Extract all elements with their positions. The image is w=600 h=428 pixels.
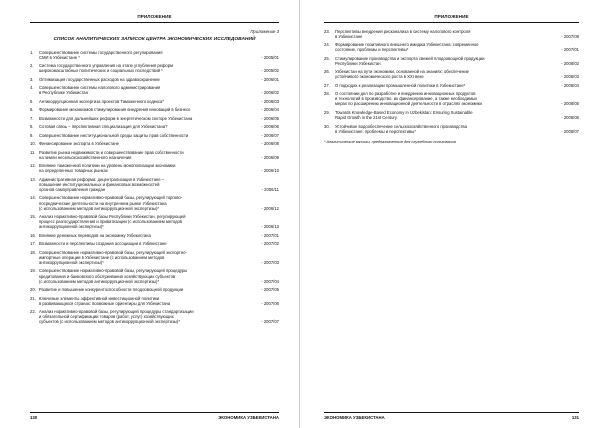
list-item <box>30 116 279 121</box>
left-running-header: ПРИЛОЖЕНИЕ <box>137 14 172 19</box>
item-title: Совершенствование нормативно-правовой базы, регулирующей процедуры кредитования и банковского обслуживания хозяйствующих субъектов (с использованием методов антикоррупционной экспертизы)* <box>39 268 188 284</box>
item-title: Влияние денежных переводов на экономику Узбекистана <box>39 232 151 238</box>
item-title: Финансирование экспорта в Узбекистане <box>39 141 119 147</box>
list-item <box>30 50 279 60</box>
list-item <box>324 91 579 106</box>
list-item <box>30 163 279 173</box>
left-header-rule <box>30 22 279 23</box>
item-code: - 2006/07 <box>261 132 279 138</box>
item-number: 5. <box>30 98 34 104</box>
right-header-rule <box>324 22 579 23</box>
item-title: Анализ нормативно-правовой базы Республики Узбекистан, регулирующей процесс разгосударствления и приватизации (с использованием методов антикоррупционной экспертизы)* <box>39 214 186 230</box>
item-title: Административная реформа: децентрализация в Узбекистане – повышение институциональных и финансовых возможностей органов самоуправления граждан <box>39 176 165 192</box>
item-title: Возможности и перспективы создания ассоциации в Узбекистане <box>39 241 167 247</box>
list-item <box>30 195 279 210</box>
item-title: Формирование позитивного внешнего имиджа Узбекистана: современное состояние, проблемы и перспективы* <box>335 42 479 53</box>
item-title: Совершенствование системы государственного регулирования СМИ в Узбекистане * <box>39 49 163 60</box>
left-footer <box>30 412 279 422</box>
list-item <box>30 287 279 292</box>
item-title: Совершенствование институциональной среды защиты прав собственности <box>39 132 189 138</box>
list-item <box>30 250 279 265</box>
item-code: - 2006/10 <box>261 168 279 174</box>
item-title: Формирование механизмов стимулирования внедрения инноваций в бизнесе <box>39 107 191 113</box>
item-code: - 2006/04 <box>261 107 279 113</box>
left-page-number: 130 <box>30 415 38 420</box>
item-code: - 2006/13 <box>261 224 279 230</box>
item-code: - 2007/06 <box>261 300 279 306</box>
list-item <box>324 29 579 39</box>
left-footer-rule <box>30 412 279 413</box>
list-title: СПИСОК АНАЛИТИЧЕСКИХ ЗАПИСОК ЦЕНТРА ЭКОНОМИЧЕСКИХ ИССЛЕДОВАНИЙ <box>53 36 256 42</box>
item-title: Совершенствование нормативно-правовой базы, регулирующей торгово- посреднические деятельности на внутреннем рынке Узбекистана (с использованием методов антикоррупционной экспертизы)* <box>39 195 183 211</box>
list-item <box>324 110 579 120</box>
right-page <box>300 0 600 428</box>
item-code: - 2006/11 <box>261 186 279 192</box>
item-code: - 2008/04 <box>561 82 579 88</box>
item-code: - 2008/06 <box>561 115 579 121</box>
item-title: Towards Knowledge-Based Economy in Uzbekistan: Ensuring Sustainable Rapid Growth in the 21st Century <box>335 109 473 121</box>
list-item <box>30 233 279 238</box>
list-item <box>30 268 279 283</box>
item-number: 22. <box>30 309 36 315</box>
right-journal-name: ЭКОНОМИКА УЗБЕКИСТАНА <box>324 415 385 420</box>
item-code: - 2007/01 <box>261 232 279 238</box>
item-number: 10. <box>30 141 36 147</box>
item-number: 26. <box>324 69 330 75</box>
item-number: 1. <box>30 49 34 55</box>
item-title: Анализ нормативно-правовой базы, регулирующей процедуры стандартизации и обязательной сертификации товаров (работ, услуг) хозяйствующих субъектов (с использованием методов антикоррупционной экспертизы)* <box>39 309 194 325</box>
item-title: Ключевые элементы эффективной инвестиционной политики в развивающихся странах: возможные ориентиры для Узбекистана <box>39 295 171 306</box>
left-journal-name: ЭКОНОМИКА УЗБЕКИСТАНА <box>218 415 279 420</box>
item-code: - 2006/01 <box>261 76 279 82</box>
item-number: 8. <box>30 124 34 130</box>
list-item <box>30 99 279 104</box>
item-title: Оптимизация государственных расходов на здравоохранение <box>39 76 160 82</box>
item-title: Антикоррупционная экспертиза проектов Таможенного кодекса* <box>39 98 165 104</box>
item-code: - 2007/04 <box>261 278 279 284</box>
item-title: Система государственного управления на этапе углубления реформ широкомасштабных политических и социальных последствий * <box>39 63 173 74</box>
right-running-header: ПРИЛОЖЕНИЕ <box>434 14 469 19</box>
list-item <box>30 107 279 112</box>
item-code: - 2006/05 <box>261 115 279 121</box>
item-number: 7. <box>30 115 34 121</box>
item-title: Развитие рынка недвижимости и совершенствование прав собственности на земли несельскохозяйственного назначения <box>39 149 184 160</box>
item-number: 29. <box>324 109 330 115</box>
item-number: 4. <box>30 85 34 91</box>
item-title: Совершенствование системы налогового администрирования в Республике Узбекистан <box>39 85 161 96</box>
item-number: 9. <box>30 132 34 138</box>
right-footer-rule <box>324 412 579 413</box>
item-code: - 2007/01 <box>561 47 579 53</box>
item-number: 30. <box>324 123 330 129</box>
item-title: О подходах к реализации промышленной политики в Узбекистане* <box>335 82 466 88</box>
item-number: 28. <box>324 91 330 97</box>
item-number: 11. <box>30 149 36 155</box>
item-code: - 2006/03 <box>261 98 279 104</box>
right-footer <box>324 412 579 422</box>
item-code: - 2006/02 <box>261 90 279 96</box>
item-number: 6. <box>30 107 34 113</box>
item-number: 19. <box>30 268 36 274</box>
item-code: - 2008/07 <box>561 128 579 134</box>
list-item <box>30 133 279 138</box>
item-code: - 2006/09 <box>261 154 279 160</box>
footnote: * Аналитические записки, предназначенные для служебного пользования <box>324 139 456 144</box>
list-item <box>30 241 279 246</box>
right-page-number: 131 <box>571 415 579 420</box>
list-item <box>30 124 279 129</box>
item-title: Стимулирование производства и экспорта свежей плодоовощной продукции Республики Узбекистан <box>335 55 485 66</box>
item-code: - 2007/05 <box>261 287 279 293</box>
item-title: Сотовая связь – перспективная специализация для Узбекистана? <box>39 124 168 130</box>
item-title: Возможности для дальнейших реформ в энергетическом секторе Узбекистана <box>39 115 193 121</box>
left-item-list <box>30 50 279 325</box>
item-number: 15. <box>30 214 36 220</box>
list-item <box>30 141 279 146</box>
list-item <box>30 214 279 229</box>
list-item <box>324 124 579 134</box>
item-code: - 2006/08 <box>261 141 279 147</box>
list-item <box>30 309 279 324</box>
item-number: 14. <box>30 195 36 201</box>
item-number: 13. <box>30 176 36 182</box>
list-item <box>324 56 579 66</box>
item-number: 12. <box>30 163 36 169</box>
item-code: - 2007/03 <box>261 259 279 265</box>
list-item <box>30 150 279 160</box>
list-item <box>30 85 279 95</box>
item-number: 24. <box>324 42 330 48</box>
item-title: Перспективы внедрения рисканализа в систему налогового контроля в Узбекистане <box>335 28 471 39</box>
appendix-label: Приложение 3 <box>250 28 279 34</box>
list-item <box>30 63 279 73</box>
item-code: - 2007/07 <box>261 319 279 325</box>
item-code: - 2006/12 <box>261 205 279 211</box>
list-item <box>324 42 579 52</box>
item-title: Влияние таможенной политики на уровень монополизации экономики на определенных товарных рынках <box>39 163 176 174</box>
list-item <box>30 177 279 192</box>
item-title: О состоянии дел по разработке и внедрению инновационных продуктов и технологий в производство, их финансирование, а также необходимых мерах по расширению инновационной деятельности в отраслях экономики <box>335 91 482 107</box>
item-number: 23. <box>324 28 330 34</box>
item-code: - 2008/05 <box>561 101 579 107</box>
item-code: - 2005/02 <box>261 68 279 74</box>
item-code: - 2005/01 <box>261 54 279 60</box>
item-title: Совершенствование нормативно-правовой базы, регулирующей экспортно- импортные операции в Узбекистане (с использованием методов антикоррупционной экспертизы)* <box>39 249 187 265</box>
list-item <box>30 296 279 306</box>
list-item <box>324 83 579 88</box>
item-code: - 2008/03 <box>561 74 579 80</box>
list-item <box>30 77 279 82</box>
item-number: 17. <box>30 241 36 247</box>
item-number: 25. <box>324 55 330 61</box>
item-title: Устойчивое водообеспечение сельскохозяйственного производства в Узбекистане: проблемы и перспективы* <box>335 123 467 134</box>
item-number: 27. <box>324 82 330 88</box>
item-number: 21. <box>30 295 36 301</box>
item-number: 2. <box>30 63 34 69</box>
item-code: - 2007/08 <box>561 33 579 39</box>
item-number: 16. <box>30 232 36 238</box>
item-code: - 2008/02 <box>561 60 579 66</box>
item-number: 20. <box>30 287 36 293</box>
right-item-list <box>324 29 579 134</box>
item-number: 3. <box>30 76 34 82</box>
item-code: - 2007/02 <box>261 241 279 247</box>
list-item <box>324 69 579 79</box>
item-title: Узбекистан на пути экономики, основанной на знаниях: обеспечение устойчивого экономического роста в XXI веке <box>335 69 469 80</box>
item-title: Развитие и повышение конкурентоспособности плодоовощной продукции <box>39 287 184 293</box>
item-code: - 2006/06 <box>261 124 279 130</box>
item-number: 18. <box>30 249 36 255</box>
